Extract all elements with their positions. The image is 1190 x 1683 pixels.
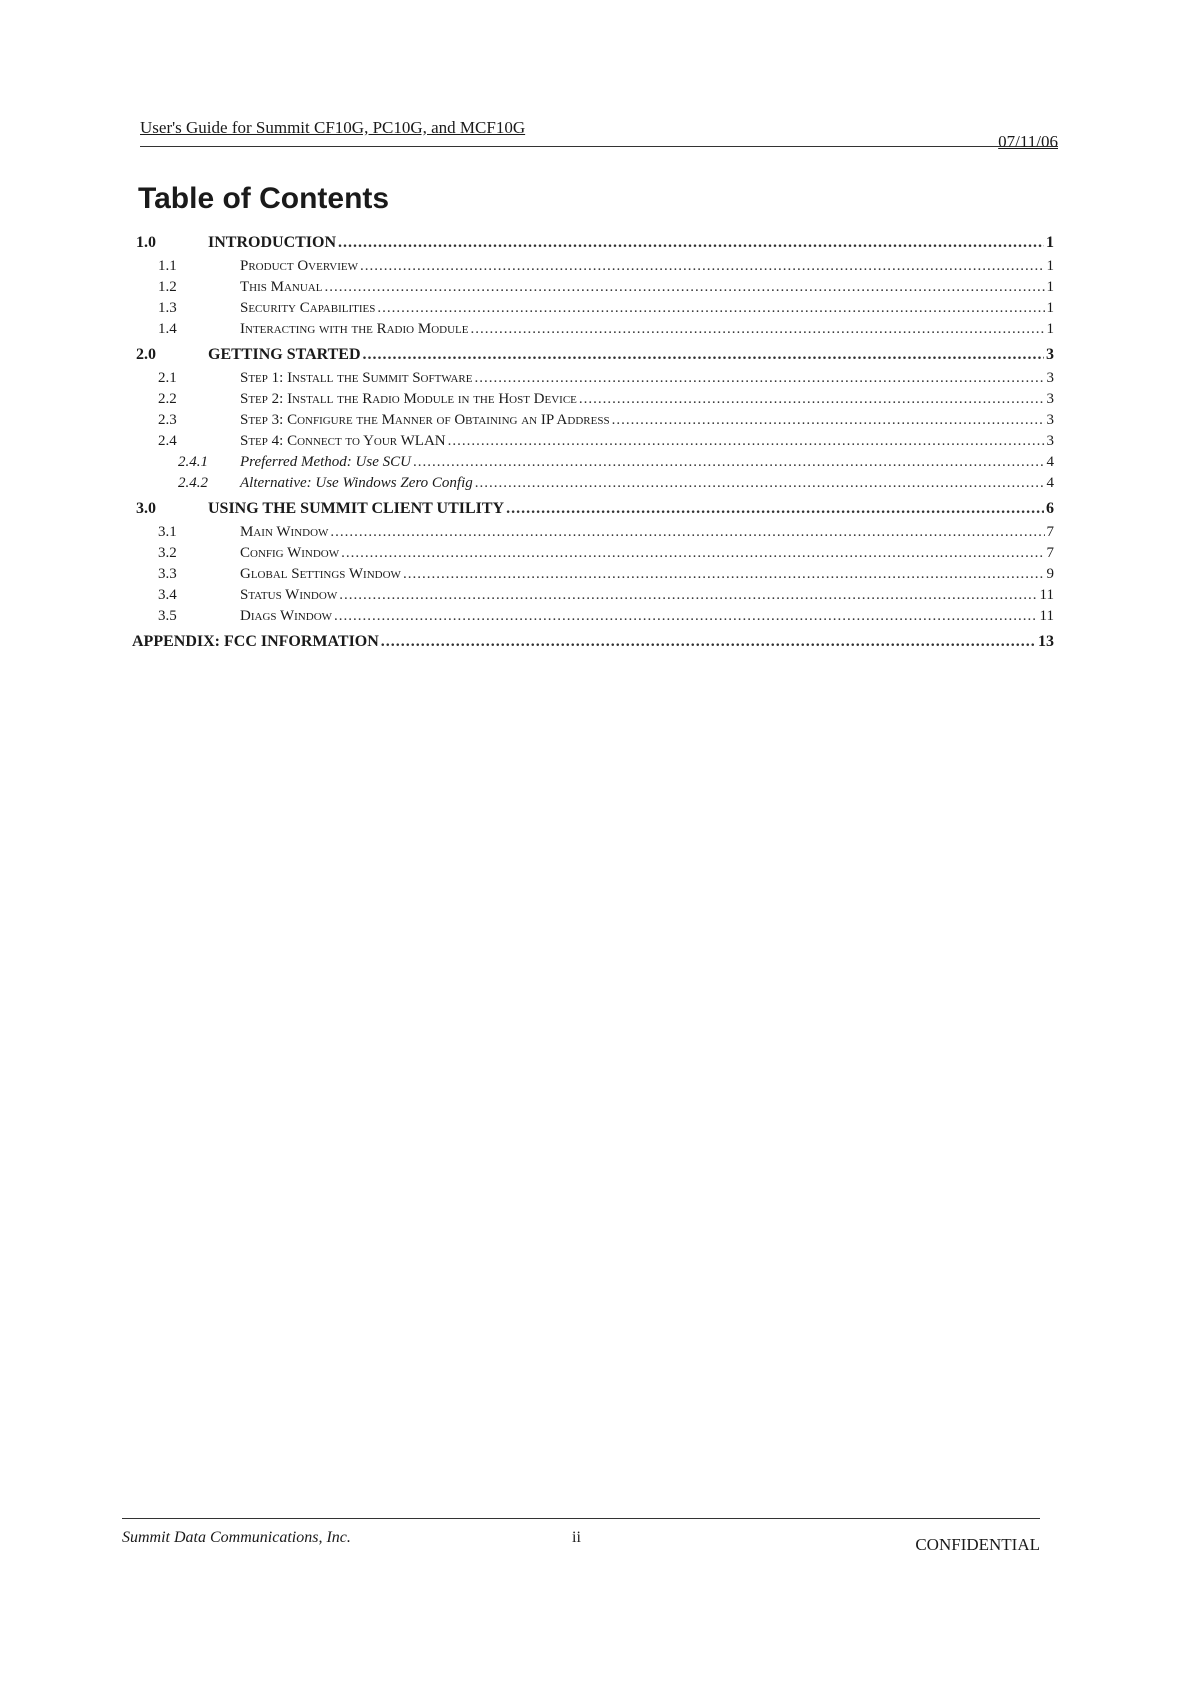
toc-entry-page: 4 <box>1046 454 1054 470</box>
toc-dot-leader <box>413 452 1045 473</box>
toc-entry-page: 1 <box>1046 279 1054 295</box>
toc-dot-leader <box>475 368 1045 389</box>
toc-entry-number: 3.0 <box>136 500 156 517</box>
toc-entry-title: Step 3: Configure the Manner of Obtaining an IP Address <box>240 412 610 428</box>
toc-entry-title: Alternative: Use Windows Zero Config <box>240 475 473 491</box>
toc-dot-leader <box>403 564 1045 585</box>
toc-entry[interactable] <box>132 543 1054 564</box>
toc-entry[interactable] <box>132 277 1054 298</box>
toc-entry-title: Status Window <box>240 587 338 603</box>
toc-entry-number: 1.2 <box>158 279 177 295</box>
toc-dot-leader <box>338 230 1044 256</box>
toc-dot-leader <box>339 585 1037 606</box>
toc-entry[interactable] <box>132 606 1054 627</box>
toc-entry-number: 2.4.2 <box>178 475 208 491</box>
toc-entry-page: 9 <box>1046 566 1054 582</box>
toc-entry-page: 3 <box>1046 433 1054 449</box>
toc-entry-number: 1.4 <box>158 321 177 337</box>
toc-entry-page: 3 <box>1046 346 1054 363</box>
toc-entry[interactable] <box>132 389 1054 410</box>
toc-entry-number: 2.1 <box>158 370 177 386</box>
table-of-contents <box>132 228 1054 655</box>
toc-entry[interactable] <box>132 298 1054 319</box>
toc-entry[interactable] <box>132 431 1054 452</box>
toc-entry-number: 3.5 <box>158 608 177 624</box>
toc-entry-title: Product Overview <box>240 258 358 274</box>
toc-entry-title: Security Capabilities <box>240 300 376 316</box>
toc-entry[interactable] <box>132 452 1054 473</box>
footer-classification: CONFIDENTIAL <box>915 1535 1040 1554</box>
toc-entry[interactable] <box>132 410 1054 431</box>
toc-entry-title: Preferred Method: Use SCU <box>240 454 411 470</box>
toc-entry-page: 3 <box>1046 370 1054 386</box>
toc-entry-title: Step 4: Connect to Your WLAN <box>240 433 446 449</box>
toc-entry[interactable] <box>132 230 1054 256</box>
toc-dot-leader <box>360 256 1045 277</box>
toc-entry-page: 6 <box>1046 500 1054 517</box>
toc-dot-leader <box>612 410 1045 431</box>
document-date: 07/11/06 <box>998 132 1058 151</box>
toc-entry-number: 3.4 <box>158 587 177 603</box>
toc-entry-page: 7 <box>1046 524 1054 540</box>
toc-dot-leader <box>506 496 1044 522</box>
toc-entry[interactable] <box>132 522 1054 543</box>
toc-entry-title: GETTING STARTED <box>208 346 361 363</box>
toc-entry-page: 3 <box>1046 391 1054 407</box>
toc-entry-number: 2.4.1 <box>178 454 208 470</box>
toc-entry-page: 1 <box>1046 234 1054 251</box>
toc-entry[interactable] <box>132 629 1054 655</box>
toc-dot-leader <box>377 298 1044 319</box>
toc-entry-title: Step 1: Install the Summit Software <box>240 370 473 386</box>
toc-entry-title: USING THE SUMMIT CLIENT UTILITY <box>208 500 505 517</box>
footer-page-number: ii <box>572 1529 581 1546</box>
toc-dot-leader <box>324 277 1044 298</box>
toc-entry-title: Config Window <box>240 545 340 561</box>
toc-entry-number: 2.3 <box>158 412 177 428</box>
toc-entry-title: This Manual <box>240 279 323 295</box>
page-header <box>140 118 1058 151</box>
toc-entry-page: 4 <box>1046 475 1054 491</box>
toc-entry-title: Global Settings Window <box>240 566 401 582</box>
toc-entry-number: 2.2 <box>158 391 177 407</box>
toc-entry[interactable] <box>132 342 1054 368</box>
toc-dot-leader <box>334 606 1038 627</box>
toc-dot-leader <box>341 543 1044 564</box>
toc-entry-title: Step 2: Install the Radio Module in the Host Device <box>240 391 577 407</box>
toc-entry-title: Interacting with the Radio Module <box>240 321 469 337</box>
toc-entry-number: 1.1 <box>158 258 177 274</box>
toc-entry-number: 2.4 <box>158 433 177 449</box>
toc-dot-leader <box>381 629 1036 655</box>
toc-entry-title: INTRODUCTION <box>208 234 337 251</box>
toc-entry[interactable] <box>132 256 1054 277</box>
toc-entry[interactable] <box>132 319 1054 340</box>
footer-company: Summit Data Communications, Inc. <box>122 1529 351 1546</box>
toc-dot-leader <box>475 473 1045 494</box>
toc-entry-page: 13 <box>1038 633 1054 650</box>
toc-entry[interactable] <box>132 496 1054 522</box>
toc-dot-leader <box>448 431 1045 452</box>
document-title: User's Guide for Summit CF10G, PC10G, and MCF10G <box>140 118 526 137</box>
toc-entry-page: 11 <box>1039 608 1054 624</box>
toc-entry[interactable] <box>132 585 1054 606</box>
toc-entry-page: 11 <box>1039 587 1054 603</box>
toc-entry-title: Main Window <box>240 524 329 540</box>
toc-entry-number: 2.0 <box>136 346 156 363</box>
toc-entry[interactable] <box>132 473 1054 494</box>
toc-entry[interactable] <box>132 564 1054 585</box>
page-footer <box>122 1518 1040 1559</box>
toc-dot-leader <box>470 319 1044 340</box>
toc-entry-number: 1.0 <box>136 234 156 251</box>
toc-entry-page: 1 <box>1046 258 1054 274</box>
toc-entry[interactable] <box>132 368 1054 389</box>
toc-heading: Table of Contents <box>138 182 390 215</box>
toc-dot-leader <box>363 342 1044 368</box>
toc-entry-number: 1.3 <box>158 300 177 316</box>
toc-dot-leader <box>330 522 1044 543</box>
toc-entry-title: APPENDIX: FCC INFORMATION <box>132 633 379 650</box>
toc-entry-title: Diags Window <box>240 608 333 624</box>
toc-dot-leader <box>579 389 1045 410</box>
toc-entry-page: 1 <box>1046 321 1054 337</box>
toc-entry-number: 3.1 <box>158 524 177 540</box>
toc-entry-number: 3.3 <box>158 566 177 582</box>
toc-entry-page: 1 <box>1046 300 1054 316</box>
toc-entry-page: 3 <box>1046 412 1054 428</box>
toc-entry-number: 3.2 <box>158 545 177 561</box>
toc-entry-page: 7 <box>1046 545 1054 561</box>
